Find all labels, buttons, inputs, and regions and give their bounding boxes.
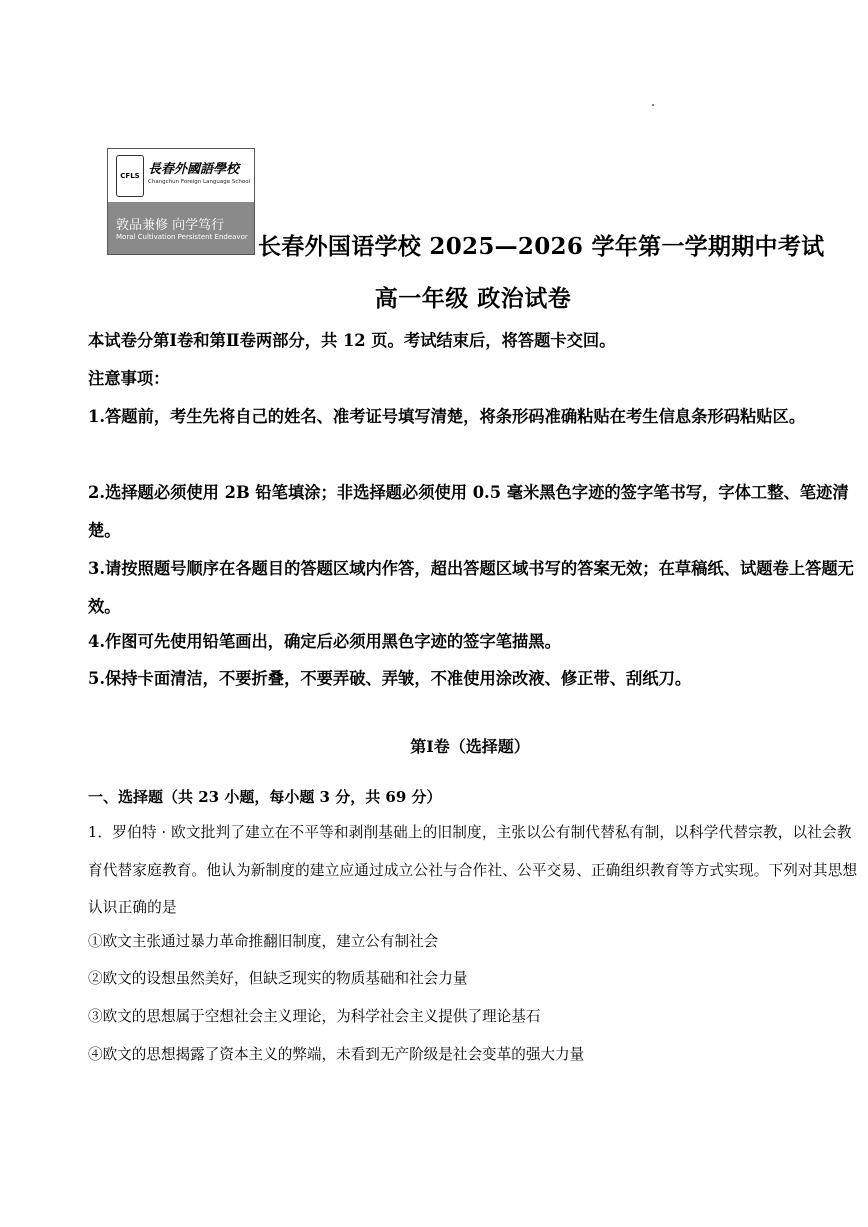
question-1-option-2: ②欧文的设想虽然美好，但缺乏现实的物质基础和社会力量 — [88, 970, 468, 987]
part-heading: 一、选择题（共 23 小题，每小题 3 分，共 69 分） — [88, 788, 442, 806]
exam-subtitle: 高一年级 政治试卷 — [374, 285, 572, 312]
logo-school-name-en: Changchun Foreign Language School — [148, 179, 251, 185]
question-1-option-1: ①欧文主张通过暴力革命推翻旧制度，建立公有制社会 — [88, 933, 439, 950]
note-item-3: 3.请按照题号顺序在各题目的答题区域内作答，超出答题区域书写的答案无效；在草稿纸、试题卷上答题无效。 — [88, 559, 854, 616]
section-title: 第Ⅰ卷（选择题） — [410, 737, 530, 756]
logo-motto-en: Moral Cultivation Persistent Endeavor — [116, 233, 248, 241]
note-item-5: 5.保持卡面清洁，不要折叠，不要弄破、弄皱，不准使用涂改液、修正带、刮纸刀。 — [88, 669, 692, 688]
question-1-option-3: ③欧文的思想属于空想社会主义理论，为科学社会主义提供了理论基石 — [88, 1008, 541, 1025]
exam-title: 长春外国语学校 2025—2026 学年第一学期期中考试 — [258, 233, 825, 260]
question-1-option-4: ④欧文的思想揭露了资本主义的弊端，未看到无产阶级是社会变革的强大力量 — [88, 1046, 585, 1063]
logo-motto-panel — [108, 202, 254, 254]
logo-school-name-cn: 長春外國語學校 — [148, 162, 240, 177]
logo-motto-cn: 敦品兼修 向学笃行 — [116, 218, 225, 233]
note-item-2: 2.选择题必须使用 2B 铅笔填涂；非选择题必须使用 0.5 毫米黑色字迹的签字笔书写，字体工整、笔迹清楚。 — [88, 483, 849, 540]
exam-intro: 本试卷分第Ⅰ卷和第Ⅱ卷两部分，共 12 页。考试结束后，将答题卡交回。 — [88, 331, 616, 350]
note-item-4: 4.作图可先使用铅笔画出，确定后必须用黑色字迹的签字笔描黑。 — [88, 632, 561, 651]
question-1-stem: 1．罗伯特 · 欧文批判了建立在不平等和剥削基础上的旧制度，主张以公有制代替私有制，以科学代替宗教，以社会教育代替家庭教育。他认为新制度的建立应通过成立公社与合作社、公平交易、正确组织教育等方式实现。下列对其思想认识正确的是 — [88, 824, 858, 916]
stray-dot — [652, 104, 654, 106]
note-item-1: 1.答题前，考生先将自己的姓名、准考证号填写清楚，将条形码准确粘贴在考生信息条形码粘贴区。 — [88, 407, 806, 426]
logo-top-panel — [108, 149, 254, 201]
school-emblem-icon: CFLS — [116, 155, 144, 197]
school-logo — [107, 148, 255, 255]
notes-heading: 注意事项： — [88, 369, 170, 388]
